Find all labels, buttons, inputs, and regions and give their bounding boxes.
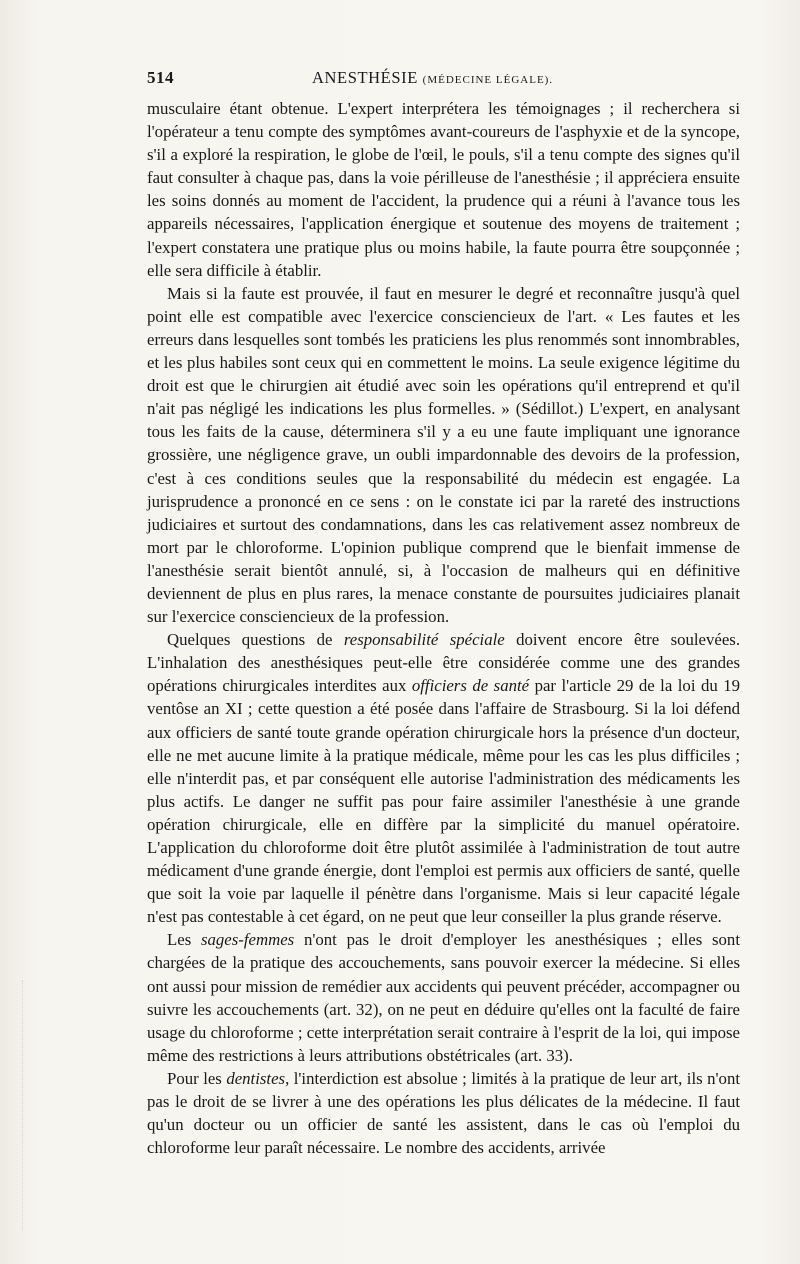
text-segment: Mais si la faute est prouvée, il faut en mesurer le degré et reconnaître jusqu'à quel point elle est compatible avec l'exercice consciencieux de l'art. « Les fautes et les erreurs dans lesquelles sont tombés les praticiens les plus renommés sont innombrables, et les plus habiles sont ceux qui en commettent le moins. La seule exigence légitime du droit est que le chirurgien ait étudié avec soin les opérations qu'il entreprend et qu'il n'ait pas négligé les indications les plus formelles. » (Sédillot.) L'expert, en analysant tous les faits de la cause, déterminera s'il y a eu une faute impliquant une ignorance grossière, une négligence grave, un oubli impardonnable des devoirs de la profession, c'est à ces conditions seules que la responsabilité du médecin est engagée. La jurisprudence a prononcé en ce sens : on le constate ici par la rareté des instructions judiciaires et surtout des condamnations, dans les cas relativement assez nombreux de mort par le chloroforme. L'opinion publique comprend que le bienfait immense de l'anesthésie serait bientôt annulé, si, à l'occasion de malheurs qui en définitive deviennent de plus en plus rares, la menace constante de poursuites judiciaires planait sur l'exercice consciencieux de la profession.	[147, 283, 740, 627]
text-segment: doivent encore être soulevées. L'inhalation des anesthésiques peut-elle être considérée comme une des grandes opérations chirurgicales interdites aux	[147, 630, 741, 696]
italic-text: sages-femmes	[201, 930, 295, 950]
italic-text: dentistes	[226, 1068, 286, 1088]
text-segment: Les	[167, 930, 201, 950]
paragraph	[147, 928, 740, 1067]
paragraph	[147, 628, 740, 928]
paragraph	[147, 97, 740, 282]
paragraph	[147, 282, 740, 628]
italic-text: responsabilité spéciale	[343, 630, 505, 650]
page-body	[147, 97, 740, 1159]
margin-marks	[22, 980, 39, 1230]
running-head	[312, 68, 553, 88]
text-segment: , l'interdiction est absolue ; limités à la pratique de leur art, ils n'ont pas le droit de se livrer à une des opérations les plus délicates de la médecine. Il faut qu'un docteur ou un officier de santé les assistent, dans le cas où l'emploi du chloroforme leur paraît nécessaire. Le nombre des accidents, arrivée	[147, 1068, 740, 1158]
page-header	[147, 68, 747, 92]
running-head-subtitle: (MÉDECINE LÉGALE).	[422, 74, 554, 86]
paragraph	[147, 1067, 740, 1159]
text-segment: Quelques questions de	[167, 630, 344, 650]
page-number: 514	[147, 68, 174, 87]
text-segment: Pour les	[167, 1068, 227, 1088]
text-segment: n'ont pas le droit d'employer les anesthésiques ; elles sont chargées de la pratique des accouchements, sans pouvoir exercer la médecine. Si elles ont aussi pour mission de remédier aux accidents qui peuvent précéder, accompagner ou suivre les accouchements (art. 32), on ne peut en déduire qu'elles ont la faculté de faire usage du chloroforme ; cette interprétation serait contraire à l'esprit de la loi, qui impose même des restrictions à leurs attributions obstétricales (art. 33).	[147, 930, 740, 1065]
text-segment: par l'article 29 de la loi du 19 ventôse an XI ; cette question a été posée dans l'affaire de Strasbourg. Si la loi défend aux officiers de santé toute grande opération chirurgicale hors la présence d'un docteur, elle ne met aucune limite à la pratique médicale, même pour les cas les plus difficiles ; elle n'interdit pas, et par conséquent elle autorise l'administration des médicaments les plus actifs. Le danger ne suffit pas pour faire assimiler l'anesthésie à une grande opération chirurgicale, elle en diffère par la simplicité du manuel opératoire. L'application du chloroforme doit être plutôt assimilée à l'administration de tout autre médicament d'une grande énergie, dont l'emploi est permis aux officiers de santé, quelle que soit la voie par laquelle il pénètre dans l'organisme. Mais si leur capacité légale n'est pas contestable à cet égard, on ne peut que leur conseiller la plus grande réserve.	[147, 676, 741, 927]
running-head-title: ANESTHÉSIE	[312, 68, 418, 87]
text-segment: musculaire étant obtenue. L'expert interprétera les témoignages ; il recherchera si l'opérateur a tenu compte des symptômes avant-coureurs de l'asphyxie et de la syncope, s'il a exploré la respiration, le globe de l'œil, le pouls, s'il a tenu compte des signes qu'il faut consulter à chaque pas, dans la voie périlleuse de l'anesthésie ; il appréciera ensuite les soins donnés au moment de l'accident, la prudence qui a réuni à l'avance tous les appareils nécessaires, l'application énergique et soutenue des moyens de traitement ; l'expert constatera une pratique plus ou moins habile, la faute pourra être soupçonnée ; elle sera difficile à établir.	[147, 99, 740, 280]
italic-text: officiers de santé	[411, 676, 530, 696]
